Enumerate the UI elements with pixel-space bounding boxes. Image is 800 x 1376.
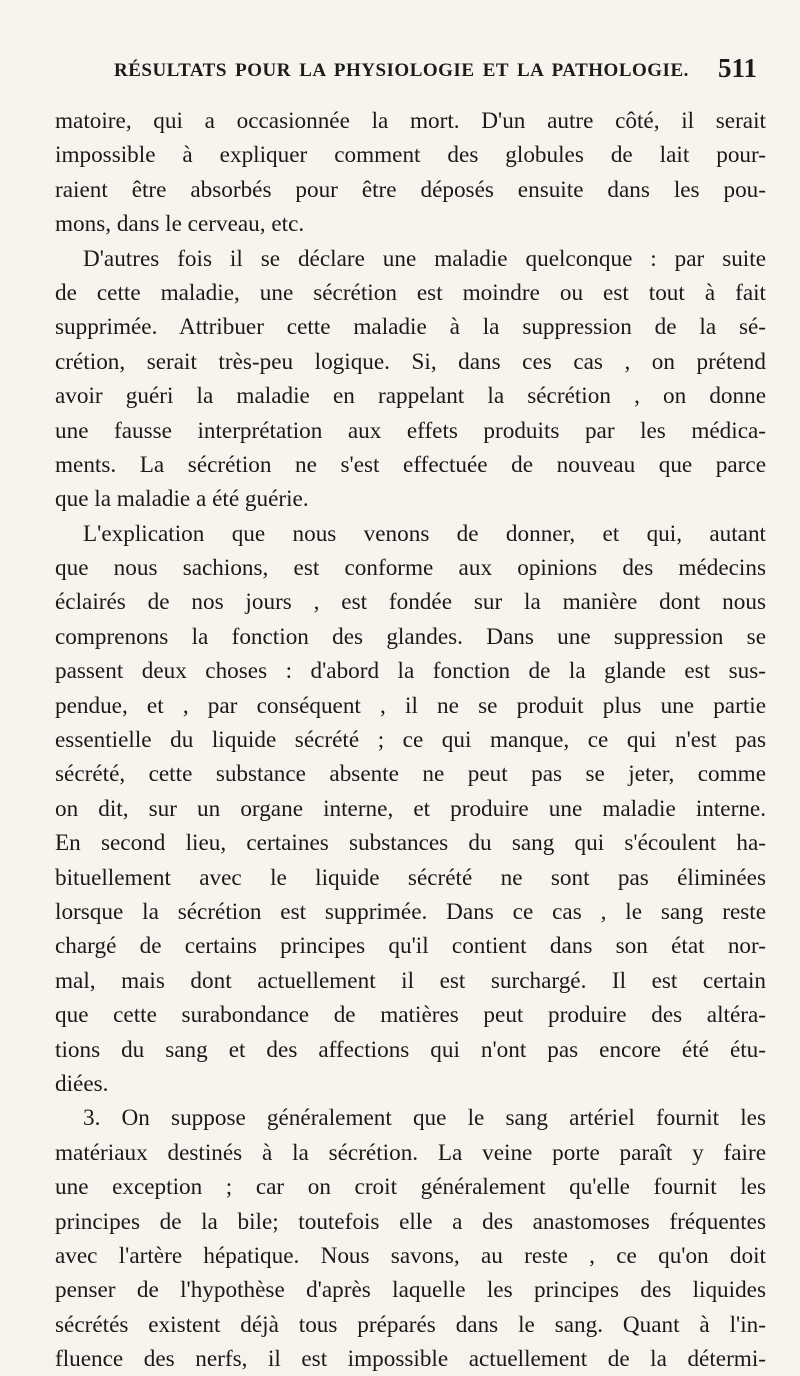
text-line: avoir guéri la maladie en rappelant la sécrétion , on donne	[55, 383, 766, 410]
text-line: penser de l'hypothèse d'après laquelle les principes des liquides	[55, 1277, 766, 1304]
text-line: diées.	[55, 1070, 109, 1097]
text-line: une exception ; car on croit généralement qu'elle fournit les	[55, 1174, 766, 1201]
text-line: lorsque la sécrétion est supprimée. Dans ce cas , le sang reste	[55, 898, 766, 925]
text-line: L'explication que nous venons de donner, et qui, autant	[83, 520, 766, 547]
text-line: que la maladie a été guérie.	[55, 486, 309, 513]
text-line: D'autres fois il se déclare une maladie quelconque : par suite	[83, 245, 766, 272]
text-line: 3. On suppose généralement que le sang artériel fournit les	[83, 1105, 766, 1132]
text-line: tions du sang et des affections qui n'ont pas encore été étu-	[55, 1036, 766, 1063]
text-line: sécrétés existent déjà tous préparés dans le sang. Quant à l'in-	[55, 1311, 766, 1338]
body-text	[0, 104, 800, 1376]
text-line: pendue, et , par conséquent , il ne se produit plus une partie	[55, 692, 766, 719]
text-line: impossible à expliquer comment des globules de lait pour-	[55, 142, 766, 169]
text-line: fluence des nerfs, il est impossible actuellement de la détermi-	[55, 1346, 766, 1373]
text-line: que cette surabondance de matières peut produire des altéra-	[55, 1002, 766, 1029]
text-line: En second lieu, certaines substances du sang qui s'écoulent ha-	[55, 830, 766, 857]
text-line: matériaux destinés à la sécrétion. La veine porte paraît y faire	[55, 1139, 766, 1166]
text-line: comprenons la fonction des glandes. Dans une suppression se	[55, 623, 766, 650]
text-line: éclairés de nos jours , est fondée sur la manière dont nous	[55, 589, 766, 616]
text-line: on dit, sur un organe interne, et produire une maladie interne.	[55, 795, 766, 822]
text-line: ments. La sécrétion ne s'est effectuée de nouveau que parce	[55, 451, 766, 478]
running-title: RÉSULTATS POUR LA PHYSIOLOGIE ET LA PATHOLOGIE.	[114, 60, 689, 81]
text-line: une fausse interprétation aux effets produits par les médica-	[55, 417, 766, 444]
text-line: bituellement avec le liquide sécrété ne sont pas éliminées	[55, 864, 766, 891]
text-line: principes de la bile; toutefois elle a des anastomoses fréquentes	[55, 1208, 766, 1235]
text-line: essentielle du liquide sécrété ; ce qui manque, ce qui n'est pas	[55, 727, 766, 754]
text-line: mal, mais dont actuellement il est surchargé. Il est certain	[55, 967, 766, 994]
text-line: supprimée. Attribuer cette maladie à la suppression de la sé-	[55, 314, 766, 341]
text-line: de cette maladie, une sécrétion est moindre ou est tout à fait	[55, 279, 766, 306]
text-line: avec l'artère hépatique. Nous savons, au reste , ce qu'on doit	[55, 1242, 766, 1269]
text-line: raient être absorbés pour être déposés ensuite dans les pou-	[55, 176, 766, 203]
text-line: matoire, qui a occasionnée la mort. D'un autre côté, il serait	[55, 108, 766, 134]
text-line: chargé de certains principes qu'il contient dans son état nor-	[55, 933, 766, 960]
text-line: passent deux choses : d'abord la fonction de la glande est sus-	[55, 658, 766, 685]
text-line: que nous sachions, est conforme aux opinions des médecins	[55, 555, 766, 582]
page-number: 511	[718, 53, 758, 83]
text-line: sécrété, cette substance absente ne peut pas se jeter, comme	[55, 761, 766, 788]
page-header	[0, 53, 800, 100]
text-line: mons, dans le cerveau, etc.	[55, 211, 305, 238]
text-line: crétion, serait très-peu logique. Si, dans ces cas , on prétend	[55, 348, 766, 375]
